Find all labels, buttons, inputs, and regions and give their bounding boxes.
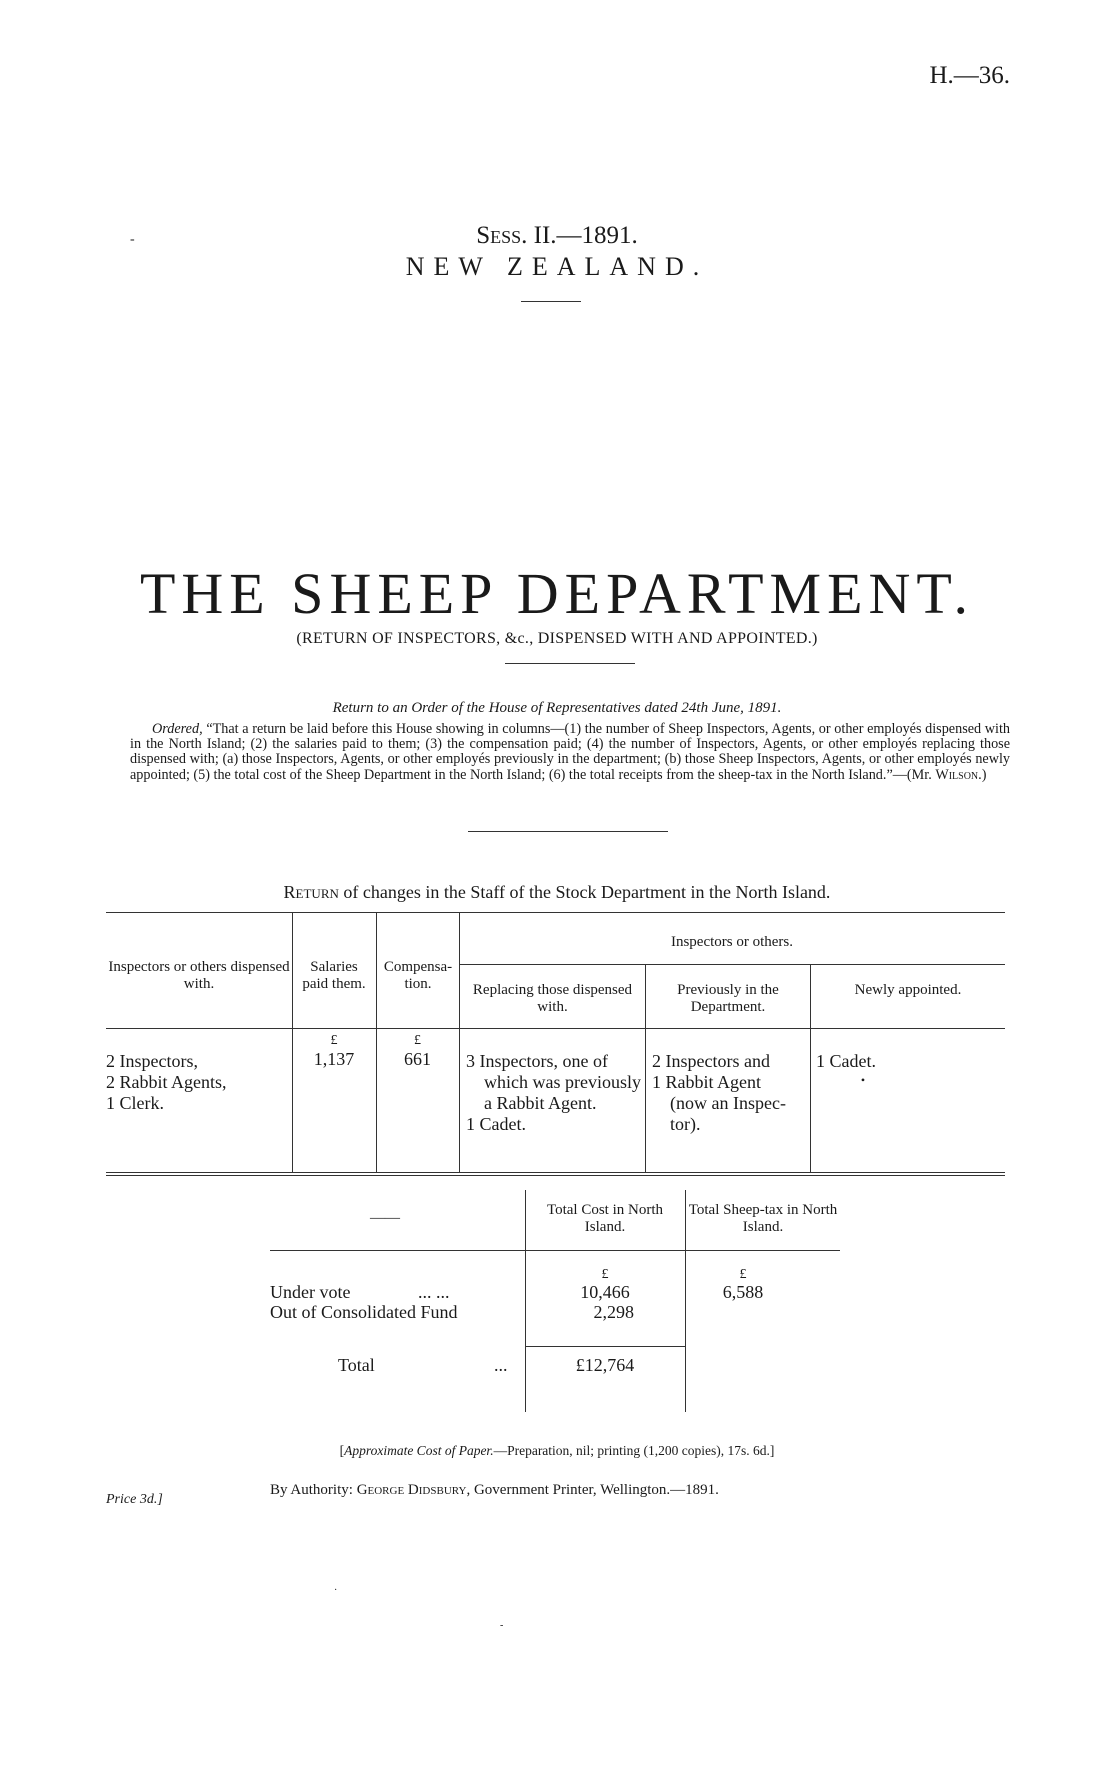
cell-previously — [652, 1051, 812, 1135]
table-rule — [685, 1190, 686, 1412]
document-code: H.—36. — [929, 62, 1010, 89]
header-group: Inspectors or others. — [670, 934, 794, 950]
header-compensation: Compensa-tion. — [383, 959, 453, 992]
replacing-line: which was previously — [484, 1072, 641, 1092]
dispensed-line: 1 Clerk. — [106, 1093, 164, 1113]
comp-unit: £ — [414, 1033, 421, 1048]
page-title: THE SHEEP DEPARTMENT. — [139, 561, 975, 626]
row-dots: ... ... — [418, 1282, 450, 1302]
ordered-label: Ordered, — [152, 721, 203, 737]
header-salaries: Salaries paid them. — [302, 959, 366, 992]
stray-mark: • — [860, 1073, 866, 1087]
cell-replacing — [466, 1051, 645, 1135]
staff-table — [106, 912, 1005, 1176]
cost-table — [270, 1190, 840, 1412]
header-sheep-tax: Total Sheep-tax in North Island. — [688, 1202, 838, 1235]
previously-line: 2 Inspectors and — [652, 1051, 770, 1071]
header-total-cost: Total Cost in North Island. — [546, 1202, 664, 1235]
replacing-line: 3 Inspectors, one of — [466, 1051, 608, 1071]
authority-label: By Authority: — [270, 1482, 353, 1498]
total-label: Total — [338, 1355, 375, 1375]
table-rule — [525, 1346, 685, 1347]
row-under-vote — [270, 1282, 525, 1303]
approx-label: Approximate Cost of Paper. — [344, 1443, 494, 1458]
salary-unit: £ — [330, 1033, 338, 1048]
table-rule — [106, 1172, 1005, 1173]
cost-total: £12,764 — [575, 1355, 635, 1375]
header-newly: Newly appointed. — [854, 982, 962, 998]
tax-unit: £ — [739, 1267, 747, 1282]
header-blank: —— — [370, 1210, 400, 1226]
previously-line: 1 Rabbit Agent — [652, 1072, 761, 1092]
dispensed-line: 2 Rabbit Agents, — [106, 1072, 227, 1092]
authority-line — [270, 1482, 719, 1499]
cell-compensation: 661 — [404, 1049, 431, 1069]
table-rule — [106, 1175, 1005, 1176]
stray-mark: - — [500, 1620, 504, 1631]
cell-salary: 1,137 — [313, 1049, 355, 1069]
row-consolidated-label: Out of Consolidated Fund — [270, 1302, 458, 1322]
page-subtitle: (RETURN OF INSPECTORS, &c., DISPENSED WITH AND APPOINTED.) — [296, 630, 818, 647]
cell-dispensed — [106, 1051, 292, 1114]
session-line: Sess. II.—1891. — [476, 222, 638, 249]
row-label: Under vote — [270, 1282, 351, 1302]
approx-text: —Preparation, nil; printing (1,200 copies), 17s. 6d.] — [493, 1443, 775, 1458]
order-heading: Return to an Order of the House of Representatives dated 24th June, 1891. — [332, 700, 782, 716]
table-rule — [525, 1190, 526, 1412]
stray-mark: · — [334, 1585, 338, 1596]
previously-line: tor). — [670, 1114, 701, 1134]
cell-newly: 1 Cadet. — [816, 1051, 876, 1071]
replacing-line: a Rabbit Agent. — [484, 1093, 597, 1113]
header-previously: Previously in the Department. — [677, 982, 779, 1015]
stray-mark: - — [130, 232, 135, 247]
cost-under-vote: 10,466 — [580, 1282, 630, 1302]
caption-lead: Return — [283, 882, 339, 902]
table-rule — [106, 1028, 1005, 1029]
cost-unit: £ — [601, 1267, 609, 1282]
order-body: “That a return be laid before this House showing in columns—(1) the number of Sheep Inspectors, Agents, or other employés dispensed with in the North Island; (2) the salaries paid to them; (3) the compensation paid; (4) the number of Inspectors, Agents, or other employés replacing those dispensed with; (a) those Inspectors, Agents, or other employés previously in the department; (b) those Sheep Inspectors, Agents, or other employés newly appointed; (5) the total cost of the Sheep Department in the North Island; (6) the total receipts from the sheep-tax in the North Island.”—(Mr. — [130, 721, 1011, 783]
order-close: .) — [978, 766, 987, 783]
printer-rest: , Government Printer, Wellington.—1891. — [466, 1482, 719, 1498]
tax-under-vote: 6,588 — [722, 1282, 764, 1302]
caption-rest: of changes in the Staff of the Stock Department in the North Island. — [343, 882, 831, 902]
order-mover: Wilson — [935, 766, 979, 783]
total-dots: ... — [494, 1355, 508, 1375]
cost-consolidated-value: 2,298 — [593, 1302, 634, 1322]
divider — [468, 831, 668, 832]
table-rule — [459, 912, 460, 1172]
header-replacing: Replacing those dispensed with. — [472, 982, 633, 1015]
previously-line: (now an Inspec- — [670, 1093, 786, 1113]
table-rule — [270, 1250, 840, 1251]
price: Price 3d.] — [106, 1492, 163, 1507]
dispensed-line: 2 Inspectors, — [106, 1051, 198, 1071]
replacing-line: 1 Cadet. — [466, 1114, 526, 1134]
order-text — [130, 722, 1010, 783]
divider — [505, 663, 635, 664]
header-dispensed: Inspectors or others dispensed with. — [108, 959, 290, 992]
approximate-cost: [Approximate Cost of Paper.—Preparation, nil; printing (1,200 copies), 17s. 6d.] — [339, 1443, 775, 1458]
divider — [521, 301, 581, 302]
table-rule — [106, 912, 1005, 913]
table-caption — [0, 882, 1114, 903]
country-heading: NEW ZEALAND. — [405, 252, 709, 281]
table-rule — [459, 964, 1005, 965]
printer-name: George Didsbury — [356, 1482, 467, 1498]
